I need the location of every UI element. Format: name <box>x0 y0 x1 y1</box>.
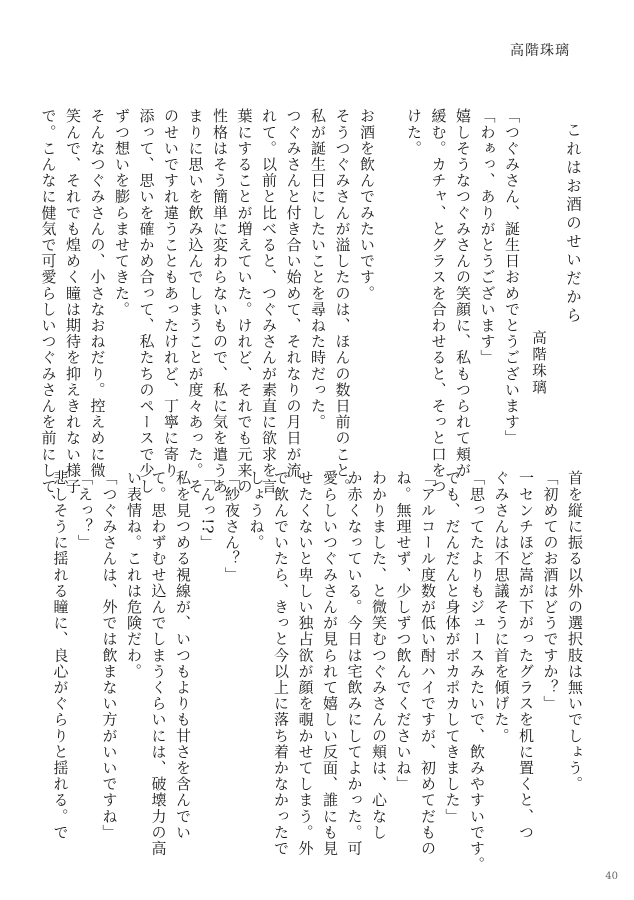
text-line: 「んっ!?」 <box>198 470 217 551</box>
lower-text-block <box>48 470 587 873</box>
text-line: そんなつぐみさんの、小さなおねだり。控えめに微 <box>88 108 107 479</box>
story-byline: 高階珠璃 <box>530 330 546 396</box>
text-line: のせいですれ違うこともあったけれど、丁寧に寄り <box>162 108 180 479</box>
text-line: しょうね。 <box>247 470 266 551</box>
text-line: 「つぐみさん、誕生日おめでとうございます」 <box>503 108 521 447</box>
text-line: せたくないと卑しい独占欲が顔を覗かせてしまう。外 <box>296 470 315 857</box>
text-line: そうつぐみさんが溢したのは、ほんの数日前のこと。 <box>333 108 352 495</box>
text-line: お酒を飲んでみたいです。 <box>358 108 376 302</box>
text-line: まりに思いを飲み込んでしまうことが度々あった。そ <box>186 108 205 495</box>
text-line: 「わぁっ、ありがとうございます」 <box>478 108 497 366</box>
text-line: 「えっ？」 <box>76 470 94 551</box>
text-line: 一センチほど嵩が下がったグラスを机に置くと、つ <box>517 470 535 841</box>
story-title: これはお酒のせいだから <box>564 122 582 326</box>
text-line: 私が誕生日にしたいことを尋ねた時だった。 <box>309 108 327 430</box>
text-line: 「つぐみさんは、外では飲まない方がいいですね」 <box>100 470 119 841</box>
text-line: ね。無理せず、少しずつ飲んでくださいね」 <box>394 470 413 792</box>
page-number: 40 <box>605 871 618 882</box>
text-line: 嬉しそうなつぐみさんの笑顔に、私もつられて頬が <box>454 108 472 479</box>
text-line: 性格はそう簡単に変わらないもので、私に気を遣うあ <box>211 108 229 495</box>
text-line: 「紗夜さん？」 <box>223 470 241 583</box>
text-line: か赤くなっている。今日は宅飲みにしてよかった。可 <box>345 470 364 857</box>
text-line: 笑んで、それでも煌めく瞳は期待を抑えきれない様子 <box>64 108 82 495</box>
upper-text-block-a <box>402 108 525 495</box>
text-line: 愛らしいつぐみさんが見られて嬉しい反面、誰にも見 <box>321 470 339 857</box>
text-line: で飲んでいたら、きっと今以上に落ち着かなかったで <box>272 470 290 857</box>
text-line: 「思ってたよりもジュースみたいで、飲みやすいです。 <box>468 470 486 873</box>
text-line: 首を縦に振る以外の選択肢は無いでしょう。 <box>566 470 584 792</box>
running-header-author: 高階珠璃 <box>510 43 570 59</box>
text-line: ずつ想いを膨らませてきた。 <box>113 108 131 318</box>
text-line: 「初めてのお酒はどうですか？」 <box>541 470 560 712</box>
text-line: 緩む。カチャ、とグラスを合わせると、そっと口をつ <box>429 108 448 495</box>
text-line: 添って、思いを確かめ合って、私たちのペースで少し <box>137 108 156 495</box>
text-line: で。こんなに健気で可愛らしいつぐみさんを前にして、 <box>39 108 58 511</box>
text-line: れて。以前と比べると、つぐみさんが素直に欲求を言 <box>260 108 278 495</box>
text-line: ぐみさんは不思議そうに首を傾げた。 <box>492 470 511 744</box>
text-line: わかりました、と微笑むつぐみさんの頬は、心なし <box>370 470 388 841</box>
text-line: でも、だんだんと身体がポカポカしてきました」 <box>443 470 462 825</box>
text-line: 葉にすることが増えていた。けれど、それでも元来の <box>235 108 254 495</box>
text-line: 悲しそうに揺れる瞳に、良心がぐらりと揺れる。で <box>51 470 70 841</box>
text-line: て。思わずむせ込んでしまうくらいには、破壊力の高 <box>149 470 168 857</box>
text-line: 私を見つめる視線が、いつもよりも甘さを含んでい <box>174 470 192 841</box>
text-line: い表情ね。これは危険だわ。 <box>125 470 143 680</box>
text-line: 「アルコール度数が低い酎ハイですが、初めてだもの <box>419 470 437 857</box>
text-line: つぐみさんと付き合い始めて、それなりの月日が流 <box>284 108 303 479</box>
text-line: けた。 <box>405 108 423 157</box>
